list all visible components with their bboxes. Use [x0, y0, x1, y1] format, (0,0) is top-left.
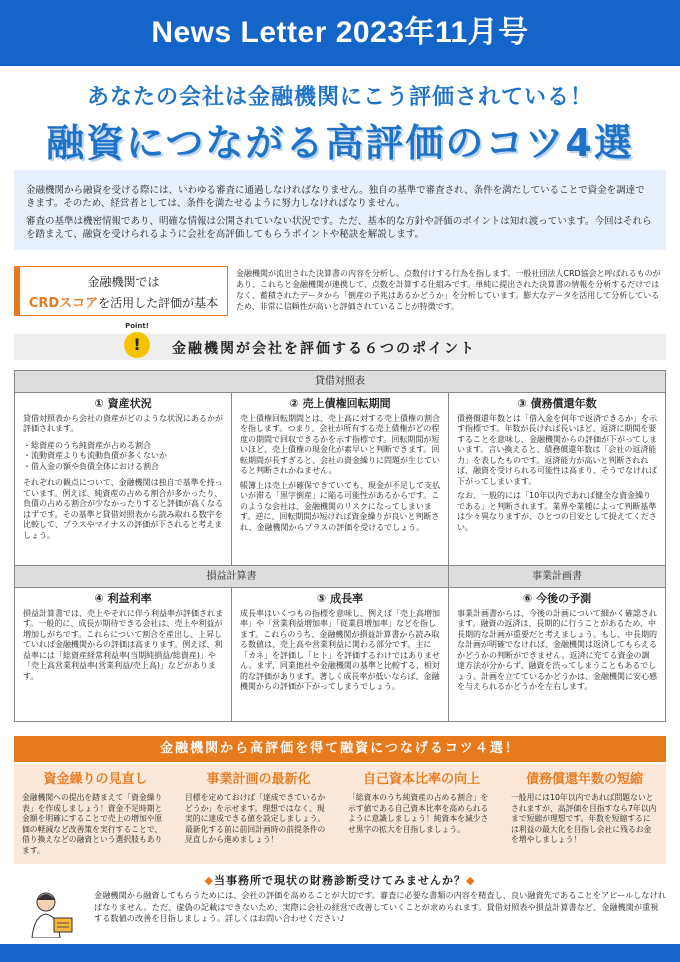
tip-business-plan: [177, 764, 340, 850]
point-text: なお、一般的には「10年以内であれば健全な資金繰りである」と判断されます。業界や業種によって判断基準は少々異なりますが、ひとつの目安として捉えてください。: [457, 491, 657, 532]
tip-heading: 資金繰りの見直し: [43, 772, 148, 787]
divider: [448, 393, 449, 721]
tip-text: 金融機関への提出を踏まえて「資金繰り表」を作成しましょう！資金不足時期と金額を明確にすることで売上の増加や原価の軽減など改善策を実行することで、借り換えなどの融資という選択肢もあります。: [22, 793, 163, 855]
point-title-profit-rate: ④ 利益利率: [94, 592, 152, 605]
point-text: 売上債権回転期間とは、売上高に対する売上債権の割合を指します。つまり、会社が所有する売上債権がどの程度の期間で回収できるかを示す指標です。回転期間が短いほど、売上債権の現金化が素早いと判断できます。回転期間が長すぎると、会社の資金繰りに問題が生じていると判断されかねません。: [240, 413, 440, 475]
point-badge-label: Point!: [125, 322, 149, 330]
group-header-business-plan: 事業計画書: [449, 566, 665, 588]
crd-label-rest: を活用した評価が基本: [98, 296, 219, 310]
tip-heading: 債務償還年数の短縮: [525, 772, 643, 787]
divider: [231, 393, 232, 565]
list-item: ・総資産のうち純資産が占める割合: [23, 440, 151, 450]
crd-section: [14, 266, 666, 316]
tip-heading: 事業計画の最新化: [206, 772, 311, 787]
point-title-growth-rate: ⑤ 成長率: [316, 592, 364, 605]
points-grid: [14, 370, 666, 722]
list-item: ・借入金の額や負債全体における割合: [23, 461, 159, 471]
point-title-assets: ① 資産状況: [94, 397, 152, 410]
tip-text: 一般用には10年以内であれば問題ないとされますが、高評価を目指すなら7年以内まで短縮が理想です。年数を短縮するには利益の最大化を目指し会社に残るお金を増やしましょう！: [511, 793, 657, 844]
intro-paragraph-2: 審査の基準は機密情報であり、明確な情報は公開されていない状況です。ただ、基本的な方針や評価のポイントは知れ渡っています。今回はそれらを踏まえて、融資を受けられるように会社を高評価してもらうポイントや秘訣を解説します。: [26, 216, 652, 240]
point-title-receivables: ② 売上債権回転期間: [289, 397, 391, 410]
point-badge-icon: [120, 322, 154, 362]
tips-title-bar: 金融機関から高評価を得て融資につなげるコツ４選！: [14, 736, 666, 762]
point-text: 事業計画書からは、今後の計画について細かく確認されます。融資の返済は、長期的に行うことがあるため、中長期的な計画が重要だと考えましょう。もし、中長期的な計画が明確でなければ、金融機関は返済してもらえるかどうかの判断ができません。返済に充てる資金の調達方法が分からず、融資を渋ってしまうこともあるでしょう。計画を立てているかどうかは、金融機関に安心感を与えられるかどうかを左右します。: [457, 608, 657, 691]
tip-equity-ratio: [340, 764, 503, 839]
headline-sub: あなたの会社は金融機関にこう評価されている！: [86, 85, 593, 110]
crd-label-b: [20, 292, 227, 311]
newsletter-title: News Letter 2023年11月号: [0, 0, 680, 66]
diagnosis-title: [0, 872, 680, 888]
point-card-growth-rate: [232, 588, 448, 721]
intro-box: [14, 170, 666, 250]
crd-score-em: CRDスコア: [28, 296, 99, 311]
diamond-icon: ◆: [466, 874, 476, 887]
point-card-assets: [15, 393, 231, 565]
list-item: ・流動資産よりも流動負債が多くないか: [23, 451, 167, 460]
point-card-forecast: [449, 588, 665, 721]
tip-cash-flow: [14, 764, 177, 860]
tip-debt-repayment: [503, 764, 666, 850]
group-header-income-statement: 損益計算書: [15, 566, 448, 588]
group-header-balance-sheet: 貸借対照表: [15, 371, 665, 393]
diamond-icon: ◆: [204, 874, 214, 887]
tips-section: [14, 764, 666, 864]
diagnosis-text: 金融機関から融資してもらうためには、会社の評価を高めることが大切です。審査に必要な書類の内容を精査し、良い融資先であることをアピールしなければなりません。ただ、虚偽の記載はできないため、実際に会社の経営で改善していくことが求められます。貸借対照表や損益計算書など、金融機関が重視する数値の改善を目指しましょう。詳しくはお問い合わせください♪: [94, 890, 666, 923]
point-card-receivables: [232, 393, 448, 565]
crd-description: 金融機関が流出された決算書の内容を分析し、点数付けする行為を指します。一般社団法人CRD協会と呼ばれるものがあり、これらと金融機関が連携して、点数を計算する仕組みです。単純に提出された決算書の情報を分析するだけではなく、蓄積されたデータから「倒産の予兆はあるかどうか」を分析しています。膨大なデータを活用して分析しているため、非常に信頼性が高いと評価されていることが特徴です。: [236, 269, 661, 311]
point-title-forecast: ⑥ 今後の予測: [522, 592, 592, 605]
tip-text: 目標を定めておけば「達成できているかどうか」を示せます。理想ではなく、現実的に達成できる値を設定しましょう。最新化する前に前回計画時の前提条件の見直しから進めましょう！: [185, 793, 326, 844]
intro-paragraph-1: 金融機関から融資を受ける際には、いわゆる審査に通過しなければなりません。独自の基準で審査され、条件を満たしていることで資金を調達できます。そのため、経営者としては、条件を満たせるように努力しなければなりません。: [26, 185, 645, 209]
headline-main: 融資につながる高評価のコツ4選: [46, 121, 634, 165]
crd-label-box: [14, 266, 228, 316]
points-title: 金融機関が会社を評価する６つのポイント: [172, 341, 476, 357]
exclamation-icon: !: [124, 332, 150, 358]
point-text: それぞれの観点について、金融機関は独自で基準を持っています。例えば、純資産の占める割合が多かったり、負債の占める割合が少なかったりすると評価が高くなるはずです。その基準と貸借対照表から読み取れる数字を比較して、プラスやマイナスの評価が下されると考えましょう。: [23, 478, 223, 540]
divider: [231, 588, 232, 721]
tip-heading: 自己資本比率の向上: [362, 772, 480, 787]
footer-bar: [0, 944, 680, 962]
tip-text: 「総資本のうち純資産の占める割合」を示す値である自己資本比率を高められるように意識しましょう！純資本を減少させ黒字の拡大を目指しましょう。: [348, 793, 489, 834]
point-text: 損益計算書では、売上やそれに伴う利益率が評価されます。一般的に、成長が期待できる会社は、売上や利益が増加しがちです。これらについて割合を産出し、上昇していれば金融機関からの評価は高まります。例えば、利益率には「総資産経常利益率(当期純損益/総資産)」や「売上高営業利益率(営業利益/売上高)」などがあります。: [23, 608, 223, 681]
point-card-profit-rate: [15, 588, 231, 721]
point-text: 成長率はいくつもの指標を意味し、例えば「売上高増加率」や「営業利益増加率」「従業員増加率」などを指します。これらのうち、金融機関が損益計算書から読み取る数値は、売上高や営業利益に関わる部分です。主に「カネ」を評価し「ヒト」を評価するわけではありません。まず、同業他社や金融機関の基準と比較する、相対的な評価があります。著しく成長率が低いならば、金融機関からの評価が下がってしまうでしょう。: [240, 608, 440, 691]
point-text: 貸借対照表から会社の資産がどのような状況にあるかが評価されます。: [23, 413, 223, 433]
point-text: 帳簿上は売上が確保できていても、現金が不足して支払いが滞る「黒字倒産」に陥る可能性があるからです。このような会社は、金融機関のリスクになってしまいます。逆に、回転期間が短ければ資金繰りが良いと判断され、金融機関からプラスの評価を受けるでしょう。: [240, 480, 440, 532]
point-list: [23, 441, 223, 473]
point-card-debt-repayment: [449, 393, 665, 565]
point-title-debt-repayment: ③ 債務償還年数: [517, 397, 597, 410]
diagnosis-title-text: 当事務所で現状の財務診断受けてみませんか？: [214, 874, 466, 887]
point-text: 債務償還年数とは「借入金を何年で返済できるか」を示す指標です。年数が長ければ長いほど、返済に期間を要することを意味し、金融機関からの評価が下がってしまいます。言い換えると、債務償還年数は「会社の返済能力」を表したものです。返済能力が高いと判断されれば、融資を受けられる可能性は高まり、そうでなければ下がってしまいます。: [457, 413, 657, 486]
consultant-illustration-icon: [24, 888, 84, 938]
crd-label-a: 金融機関では: [87, 275, 160, 289]
